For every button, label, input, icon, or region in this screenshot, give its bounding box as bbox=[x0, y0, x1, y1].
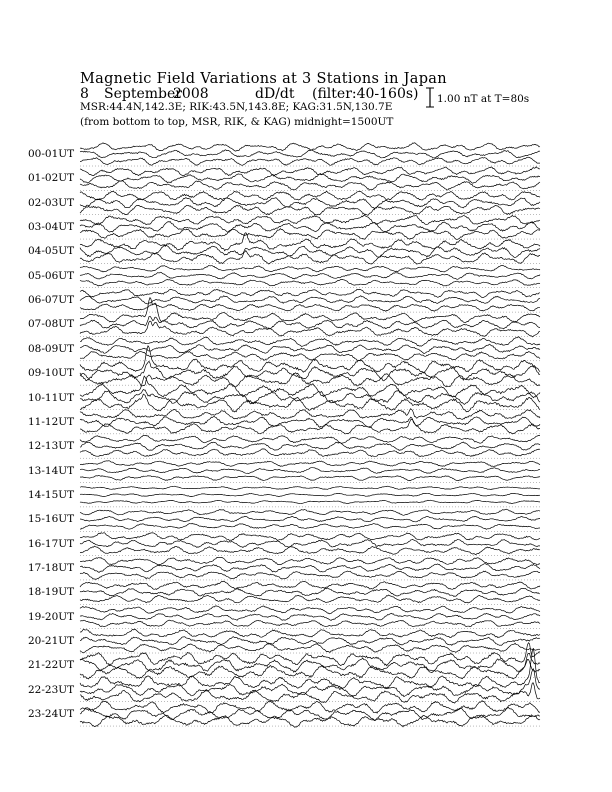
hour-label: 22-23UT bbox=[28, 683, 75, 696]
trace-msr bbox=[80, 500, 540, 504]
hour-label: 16-17UT bbox=[28, 537, 75, 550]
trace-kag bbox=[80, 581, 540, 589]
trace-rik bbox=[80, 272, 540, 279]
trace-rik bbox=[80, 669, 540, 697]
trace-kag bbox=[80, 298, 540, 323]
trace-kag bbox=[80, 533, 540, 541]
trace-msr bbox=[80, 419, 540, 434]
date-day: 8 bbox=[80, 86, 89, 102]
trace-kag bbox=[80, 557, 540, 565]
trace-kag bbox=[80, 606, 540, 614]
trace-rik bbox=[80, 390, 540, 405]
hour-label: 06-07UT bbox=[28, 294, 75, 307]
trace-msr bbox=[80, 321, 540, 337]
hour-label: 04-05UT bbox=[28, 245, 75, 258]
trace-rik bbox=[80, 416, 540, 427]
scale-bar bbox=[426, 88, 434, 107]
trace-rik bbox=[80, 442, 540, 450]
trace-rik bbox=[80, 588, 540, 597]
trace-kag bbox=[80, 701, 540, 713]
trace-kag bbox=[80, 509, 540, 515]
trace-group bbox=[80, 143, 540, 728]
station-coordinates: MSR:44.4N,142.3E; RIK:43.5N,143.8E; KAG:31.5N,130.7E bbox=[80, 101, 393, 113]
trace-msr bbox=[80, 546, 540, 555]
hour-label: 05-06UT bbox=[28, 269, 75, 282]
trace-msr bbox=[80, 683, 540, 703]
hour-label: 18-19UT bbox=[28, 586, 75, 599]
hour-label: 10-11UT bbox=[28, 391, 75, 404]
date-month: September bbox=[104, 86, 182, 102]
trace-rik bbox=[80, 198, 540, 209]
trace-msr bbox=[80, 352, 540, 361]
hour-label: 11-12UT bbox=[28, 415, 75, 428]
hour-label: 00-01UT bbox=[28, 148, 75, 160]
trace-order-note: (from bottom to top, MSR, RIK, & KAG) midnight=1500UT bbox=[80, 116, 394, 128]
trace-kag bbox=[80, 215, 540, 225]
trace-msr bbox=[80, 620, 540, 627]
hour-label: 12-13UT bbox=[28, 440, 75, 453]
trace-kag bbox=[80, 191, 540, 200]
trace-kag bbox=[80, 266, 540, 273]
hour-label: 13-14UT bbox=[28, 464, 75, 477]
trace-rik bbox=[80, 516, 540, 522]
hour-label: 15-16UT bbox=[28, 513, 75, 526]
trace-kag bbox=[80, 167, 540, 176]
trace-rik bbox=[80, 564, 540, 573]
trace-msr bbox=[80, 715, 540, 728]
trace-msr bbox=[80, 157, 540, 165]
date-year: 2008 bbox=[173, 86, 209, 102]
hour-label: 01-02UT bbox=[28, 172, 75, 185]
chart-title: Magnetic Field Variations at 3 Stations in Japan bbox=[80, 71, 447, 87]
trace-msr bbox=[80, 279, 540, 286]
trace-kag bbox=[80, 486, 540, 489]
hour-label: 02-03UT bbox=[28, 196, 75, 209]
trace-msr bbox=[80, 523, 540, 529]
hour-label: 17-18UT bbox=[28, 561, 75, 574]
trace-rik bbox=[80, 493, 540, 496]
trace-msr bbox=[80, 643, 540, 653]
hour-label: 19-20UT bbox=[28, 610, 75, 623]
trace-msr bbox=[80, 476, 540, 481]
trace-msr bbox=[80, 304, 540, 311]
trace-rik bbox=[80, 221, 540, 232]
trace-kag bbox=[80, 337, 540, 347]
trace-kag bbox=[80, 461, 540, 467]
trace-msr bbox=[80, 595, 540, 603]
trace-rik bbox=[80, 653, 540, 672]
hour-label: 07-08UT bbox=[28, 318, 75, 331]
hour-label: 20-21UT bbox=[28, 635, 75, 647]
filter-label: (filter:40-160s) bbox=[312, 86, 419, 102]
trace-kag bbox=[80, 143, 540, 151]
trace-rik bbox=[80, 637, 540, 646]
hour-label: 21-22UT bbox=[28, 659, 75, 672]
trace-msr bbox=[80, 251, 540, 264]
trace-kag bbox=[80, 289, 540, 297]
component-label: dD/dt bbox=[255, 86, 295, 102]
trace-msr bbox=[80, 205, 540, 215]
trace-rik bbox=[80, 245, 540, 257]
trace-rik bbox=[80, 344, 540, 353]
trace-rik bbox=[80, 613, 540, 620]
hour-label: 08-09UT bbox=[28, 342, 75, 355]
hour-label: 09-10UT bbox=[28, 367, 75, 380]
trace-rik bbox=[80, 468, 540, 474]
trace-rik bbox=[80, 150, 540, 158]
trace-msr bbox=[80, 571, 540, 579]
hour-label: 23-24UT bbox=[28, 708, 75, 721]
trace-kag bbox=[80, 435, 540, 443]
scale-bar-label: 1.00 nT at T=80s bbox=[437, 93, 530, 105]
hour-label: 14-15UT bbox=[28, 488, 75, 501]
trace-kag bbox=[80, 629, 540, 638]
trace-rik bbox=[80, 174, 540, 184]
trace-rik bbox=[80, 539, 540, 547]
trace-msr bbox=[80, 229, 540, 240]
hour-label: 03-04UT bbox=[28, 221, 75, 234]
